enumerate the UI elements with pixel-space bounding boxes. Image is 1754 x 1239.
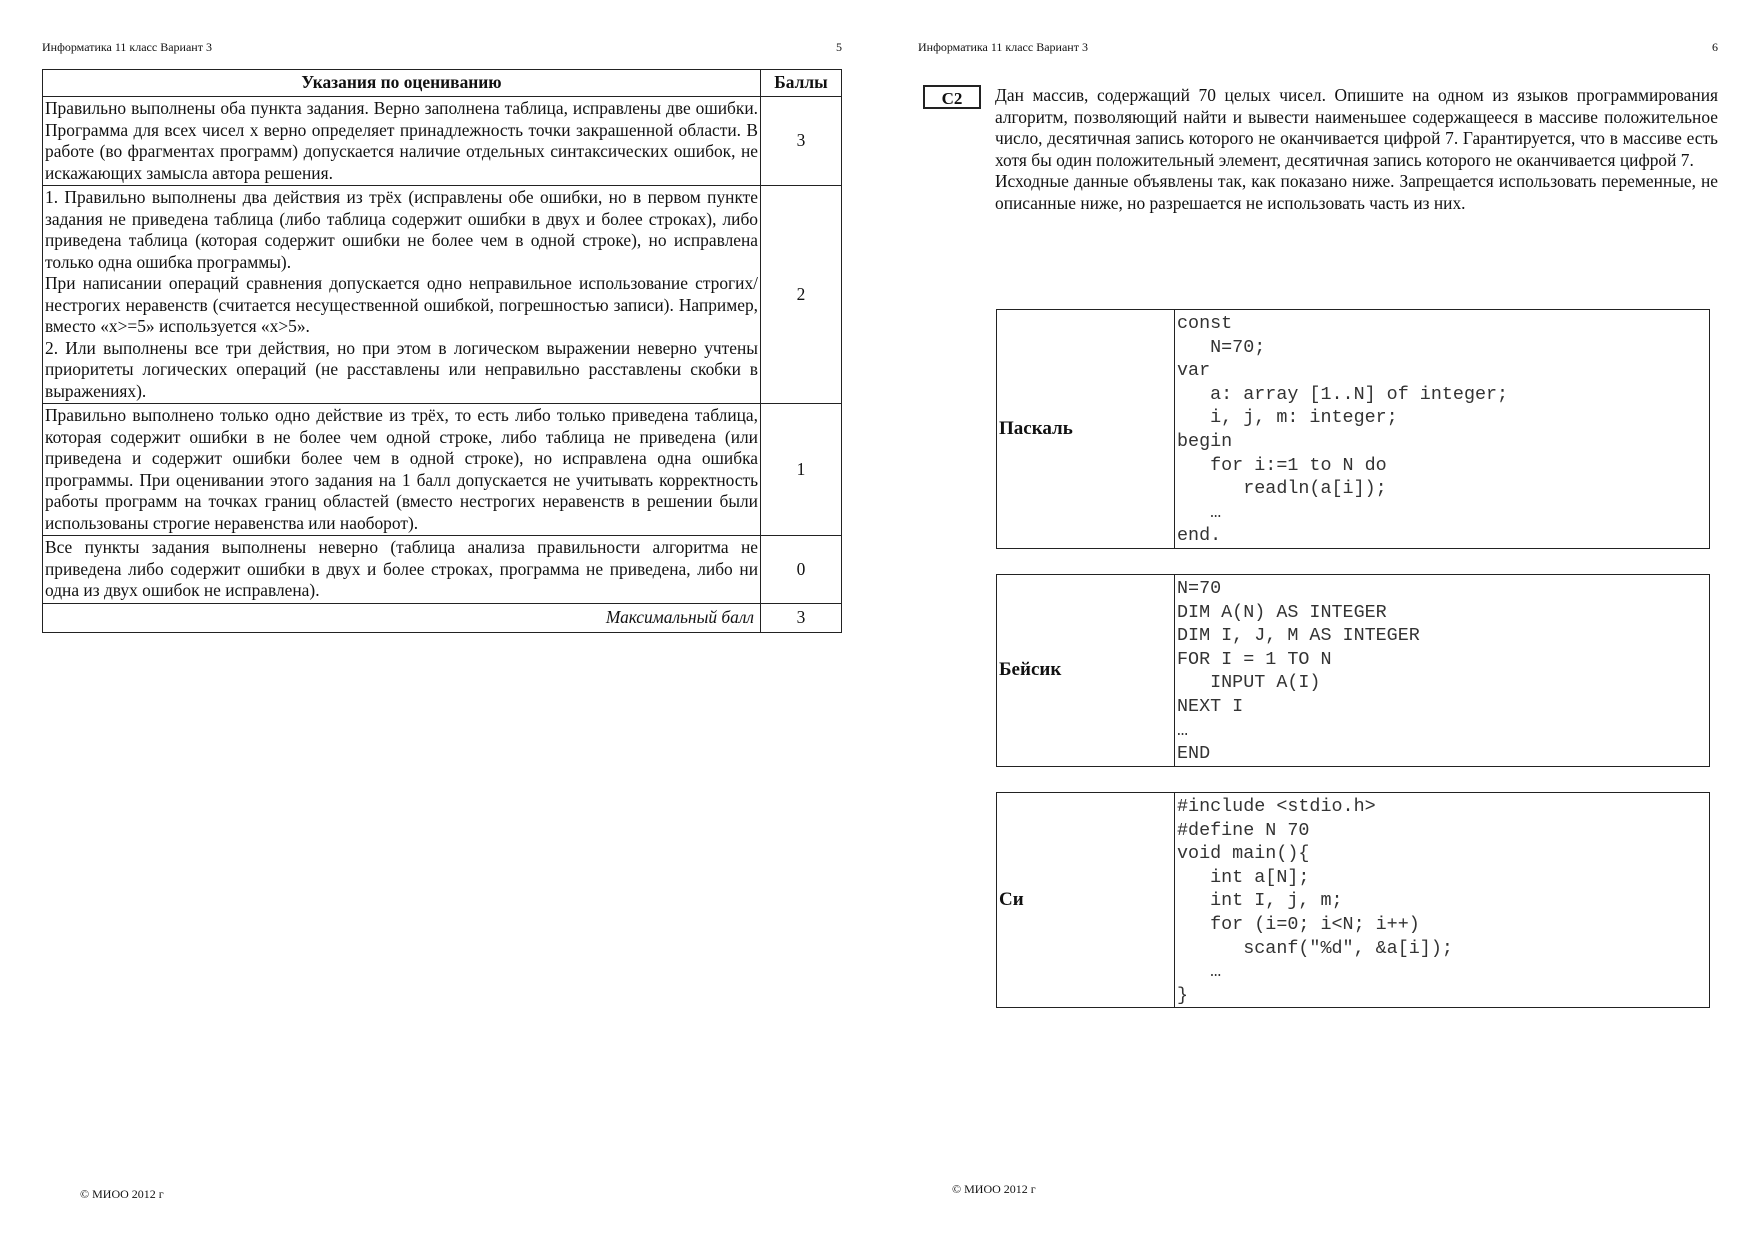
criteria-paragraph: Правильно выполнены оба пункта задания. Верно заполнена таблица, исправлены две ошибки. Программа для всех чисел x верно определяет принадлежность точки закрашенной области. В работе (во фрагментах программ) допускается наличие отдельных синтаксических ошибок, не искажающих замысла автора решения.: [45, 98, 758, 183]
left-page-footer: © МИОО 2012 г: [80, 1187, 164, 1201]
code-line: …: [1177, 719, 1189, 741]
language-label: Бейсик: [997, 575, 1175, 767]
code-line: FOR I = 1 TO N: [1177, 648, 1332, 670]
code-line: int I, j, m;: [1177, 890, 1343, 912]
code-table-c: [996, 792, 1710, 1008]
right-page-number: 6: [1712, 40, 1718, 54]
code-line: const: [1177, 313, 1233, 334]
grading-row: [43, 97, 842, 186]
code-line: void main(){: [1177, 843, 1310, 865]
code-line: …: [1177, 501, 1222, 523]
left-page-header: Информатика 11 класс Вариант 3: [42, 40, 212, 54]
code-line: …: [1177, 961, 1222, 983]
code-line: readln(a[i]);: [1177, 478, 1387, 500]
code-line: begin: [1177, 430, 1233, 452]
criteria-cell: [43, 404, 761, 536]
criteria-paragraph: 1. Правильно выполнены два действия из трёх (исправлены обе ошибки, но в первом пункте задания не приведена таблица (либо таблица содержит ошибки в двух и более строках), либо приведена таблица (которая содержит ошибки не более чем в одной строке), но исправлена только одна ошибка программы).: [45, 187, 758, 272]
code-line: NEXT I: [1177, 695, 1244, 717]
points-column-header: Баллы: [761, 70, 842, 97]
code-line: END: [1177, 743, 1211, 765]
task-paragraph: Дан массив, содержащий 70 целых чисел. Опишите на одном из языков программирования алгоритм, позволяющий найти и вывести наименьшее содержащееся в массиве положительное число, десятичная запись которого не оканчивается цифрой 7. Гарантируется, что в массиве есть хотя бы один положительный элемент, десятичная запись которого не оканчивается цифрой 7.: [995, 85, 1718, 170]
criteria-paragraph: 2. Или выполнены все три действия, но при этом в логическом выражении неверно учтены приоритеты логических операций (не расставлены или неправильно расставлены скобки в выражениях).: [45, 337, 758, 401]
code-line: var: [1177, 360, 1211, 382]
code-listing: [1175, 310, 1710, 549]
criteria-column-header: Указания по оцениванию: [43, 70, 761, 97]
code-line: N=70: [1177, 578, 1222, 599]
code-line: int a[N];: [1177, 866, 1310, 888]
code-line: }: [1177, 984, 1189, 1006]
code-line: end.: [1177, 525, 1222, 547]
code-line: scanf("%d", &a[i]);: [1177, 937, 1453, 959]
code-line: DIM A(N) AS INTEGER: [1177, 601, 1387, 623]
code-line: N=70;: [1177, 336, 1266, 358]
points-cell: 2: [761, 186, 842, 404]
code-table-basic: [996, 574, 1710, 767]
criteria-paragraph: Все пункты задания выполнены неверно (таблица анализа правильности алгоритма не приведена либо содержит ошибки в двух и более строках, программа не приведена, либо ни одна из двух ошибок не исправлена).: [45, 537, 758, 600]
points-cell: 1: [761, 404, 842, 536]
language-label: Паскаль: [997, 310, 1175, 549]
code-line: for (i=0; i<N; i++): [1177, 913, 1420, 935]
criteria-paragraph: Правильно выполнено только одно действие из трёх, то есть либо только приведена таблица, которая содержит ошибки в не более чем одной строке, либо таблица не приведена (или приведена и содержит ошибки более чем в одной строке), но исправлена одна ошибка программы. При оценивании этого задания на 1 балл допускается не учитывать корректность работы программ на точках границ областей (вместо нестрогих неравенств в решении были использованы строгие неравенства или наоборот).: [45, 405, 758, 533]
code-listing: [1175, 575, 1710, 767]
grading-row: [43, 186, 842, 404]
code-line: DIM I, J, M AS INTEGER: [1177, 625, 1420, 647]
max-score-label: Максимальный балл: [43, 603, 761, 632]
max-score-value: 3: [761, 603, 842, 632]
language-label: Си: [997, 793, 1175, 1008]
task-label-badge: C2: [923, 85, 981, 109]
points-cell: 0: [761, 536, 842, 604]
code-line: for i:=1 to N do: [1177, 454, 1387, 476]
points-cell: 3: [761, 97, 842, 186]
task-paragraph: Исходные данные объявлены так, как показано ниже. Запрещается использовать переменные, не описанные ниже, но разрешается не использовать часть из них.: [995, 171, 1718, 213]
code-listing: [1175, 793, 1710, 1008]
criteria-cell: [43, 186, 761, 404]
grading-row: [43, 536, 842, 604]
left-page-number: 5: [836, 40, 842, 54]
grading-table: [42, 69, 842, 633]
code-table-pascal: [996, 309, 1710, 549]
code-line: #include <stdio.h>: [1177, 796, 1376, 817]
criteria-cell: [43, 536, 761, 604]
task-statement: [995, 85, 1718, 214]
criteria-paragraph: При написании операций сравнения допускается одно неправильное использование строгих/нестрогих неравенств (считается несущественной ошибкой, погрешностью записи). Например, вместо «x>=5» используется «x>5».: [45, 273, 758, 336]
code-line: a: array [1..N] of integer;: [1177, 383, 1509, 405]
right-page-header: Информатика 11 класс Вариант 3: [918, 40, 1088, 54]
right-page-footer: © МИОО 2012 г: [952, 1182, 1036, 1196]
code-line: INPUT A(I): [1177, 672, 1321, 694]
code-line: i, j, m: integer;: [1177, 407, 1398, 429]
criteria-cell: [43, 97, 761, 186]
grading-row: [43, 404, 842, 536]
code-line: #define N 70: [1177, 819, 1310, 841]
